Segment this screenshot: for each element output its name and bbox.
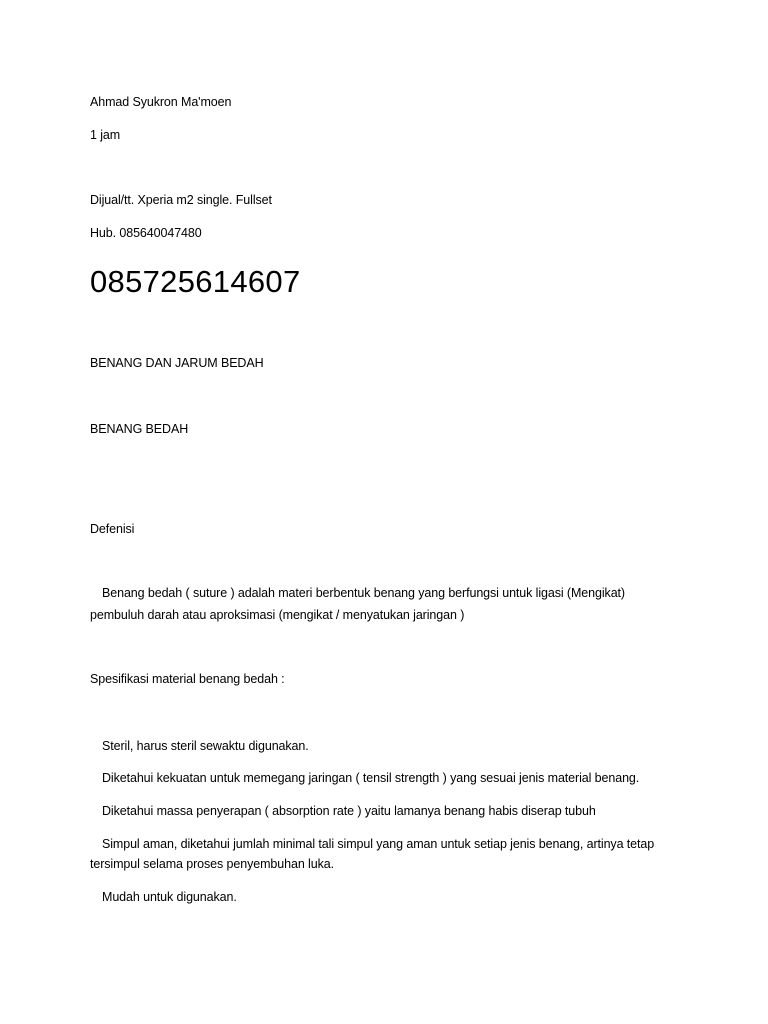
sale-text: Dijual/tt. Xperia m2 single. Fullset bbox=[90, 193, 272, 207]
post-time: 1 jam bbox=[90, 128, 121, 142]
spec-item-absorption: Diketahui massa penyerapan ( absorption rate ) yaitu lamanya benang habis diserap tubuh bbox=[102, 804, 596, 818]
heading-main: BENANG DAN JARUM BEDAH bbox=[90, 356, 264, 370]
spec-heading: Spesifikasi material benang bedah : bbox=[90, 672, 285, 686]
author-name: Ahmad Syukron Ma'moen bbox=[90, 95, 232, 109]
heading-sub: BENANG BEDAH bbox=[90, 422, 189, 436]
spec-item-simpul-line-2: tersimpul selama proses penyembuhan luka. bbox=[90, 857, 334, 871]
spec-item-tensile: Diketahui kekuatan untuk memegang jaringan ( tensil strength ) yang sesuai jenis material benang. bbox=[102, 771, 640, 785]
spec-item-simpul-line-1: Simpul aman, diketahui jumlah minimal tali simpul yang aman untuk setiap jenis benang, artinya tetap bbox=[102, 837, 655, 851]
big-phone-number: 085725614607 bbox=[90, 264, 301, 299]
contact-text: Hub. 085640047480 bbox=[90, 226, 202, 240]
spec-item-steril: Steril, harus steril sewaktu digunakan. bbox=[102, 739, 309, 753]
definition-line-2: pembuluh darah atau aproksimasi (mengikat / menyatukan jaringan ) bbox=[90, 608, 465, 622]
spec-item-mudah: Mudah untuk digunakan. bbox=[102, 890, 237, 904]
definition-heading: Defenisi bbox=[90, 522, 135, 536]
definition-line-1: Benang bedah ( suture ) adalah materi berbentuk benang yang berfungsi untuk ligasi (Mengikat) bbox=[102, 586, 625, 600]
